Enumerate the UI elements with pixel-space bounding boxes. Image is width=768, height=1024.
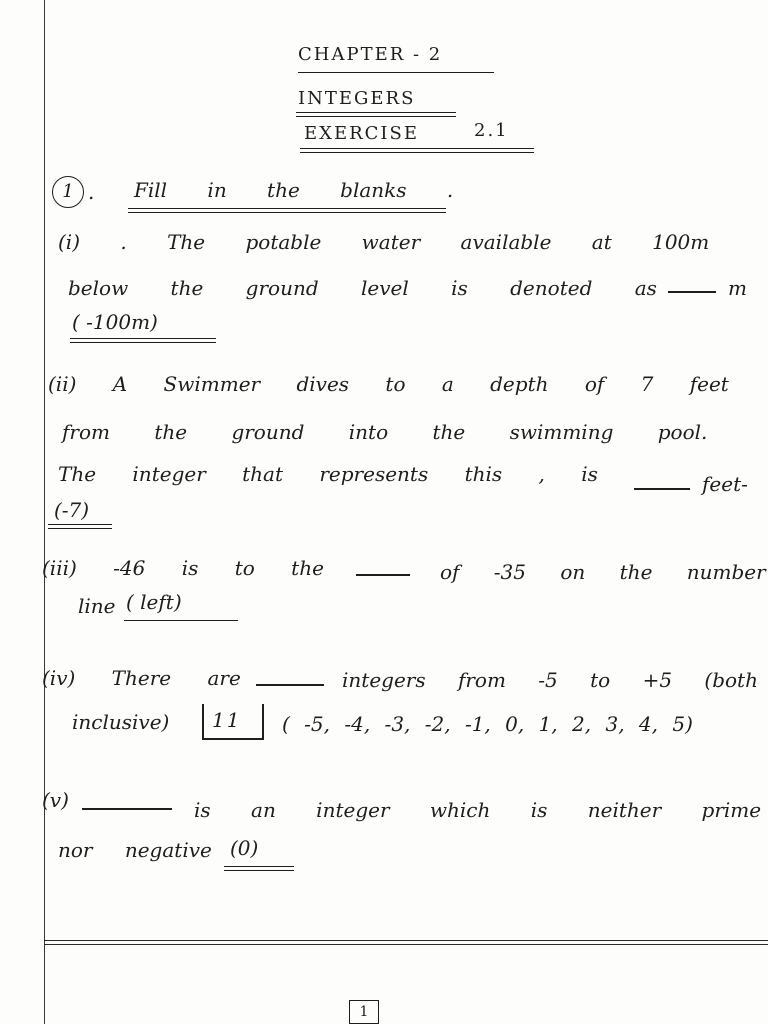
margin-line xyxy=(44,0,45,1024)
part-iv-list: ( -5, -4, -3, -2, -1, 0, 1, 2, 3, 4, 5) xyxy=(282,712,693,736)
chapter-title: CHAPTER - 2 xyxy=(298,44,443,65)
part-iv-line-1-start: (iv) There are xyxy=(42,666,241,690)
part-ii-line-1: (ii) A Swimmer dives to a depth of 7 feet xyxy=(48,372,729,396)
part-iv-answer: 11 xyxy=(212,708,242,732)
part-i-blank xyxy=(668,291,716,293)
part-iv-blank xyxy=(256,684,324,686)
part-i-line-2: below the ground level is denoted as xyxy=(68,276,657,300)
instruction-underline-2 xyxy=(128,212,446,213)
part-ii-line-3: The integer that represents this , is xyxy=(58,462,598,486)
part-iv-line-2: inclusive) xyxy=(72,710,170,734)
part-iii-answer: ( left) xyxy=(126,590,182,614)
part-iii-line-1-end: of -35 on the number xyxy=(440,560,766,584)
part-i-answer-underline-2 xyxy=(70,342,216,343)
part-v-line-2: nor negative xyxy=(58,838,212,862)
page-number: 1 xyxy=(349,1000,379,1024)
bottom-rule xyxy=(44,940,768,941)
exercise-underline-2 xyxy=(300,152,534,153)
part-iii-line-2: line xyxy=(78,594,116,618)
part-ii-answer-underline xyxy=(48,524,112,525)
part-iii-blank xyxy=(356,574,410,576)
part-iii-answer-underline xyxy=(124,620,238,621)
question-number: 1 xyxy=(52,176,84,208)
topic-title: INTEGERS xyxy=(298,88,416,109)
bottom-rule-2 xyxy=(44,944,768,945)
topic-underline xyxy=(296,112,456,113)
part-ii-answer-underline-2 xyxy=(48,528,112,529)
part-v-answer: (0) xyxy=(230,836,259,860)
question-instruction: Fill in the blanks . xyxy=(134,178,454,202)
part-ii-blank xyxy=(634,488,690,490)
part-v-answer-underline xyxy=(224,866,294,867)
part-iv-answer-box xyxy=(202,704,264,740)
part-v-answer-underline-2 xyxy=(224,870,294,871)
part-v-line-1-start: (v) xyxy=(42,788,69,812)
part-ii-answer: (-7) xyxy=(54,498,90,522)
notebook-page: CHAPTER - 2 INTEGERS EXERCISE 2.1 1 . Fill in the blanks . (i) . The potable water available at 100m below the ground level is denoted as m ( -100m) (ii) A Swimmer dives to a depth of 7 feet from the ground into the swimming pool. The integer that represents this , is feet- (-7) (iii) -46 is to the of -35 on the number line ( left) (iv) There are integers from -5 to +5 (both inclusive) 11 ( -5, -4, -3, -2, -1, 0, 1, 2, 3, 4, 5) (v) is an integer which is neither prime nor negative (0) 1 xyxy=(0,0,768,1024)
part-iv-line-1-end: integers from -5 to +5 (both xyxy=(342,668,758,692)
part-iii-line-1-start: (iii) -46 is to the xyxy=(42,556,324,580)
part-v-line-1-end: is an integer which is neither prime xyxy=(194,798,762,822)
instruction-underline xyxy=(128,208,446,209)
part-v-blank xyxy=(82,808,172,810)
part-ii-unit: feet- xyxy=(702,472,748,496)
exercise-number: 2.1 xyxy=(474,120,509,141)
part-i-answer: ( -100m) xyxy=(72,310,158,334)
part-ii-line-2: from the ground into the swimming pool. xyxy=(62,420,708,444)
part-i-answer-underline xyxy=(70,338,216,339)
chapter-underline xyxy=(298,72,494,73)
exercise-underline xyxy=(300,148,534,149)
exercise-title: EXERCISE xyxy=(304,123,419,144)
part-i-line-1: (i) . The potable water available at 100m xyxy=(58,230,710,254)
topic-underline-2 xyxy=(296,116,456,117)
part-i-unit: m xyxy=(728,276,747,300)
